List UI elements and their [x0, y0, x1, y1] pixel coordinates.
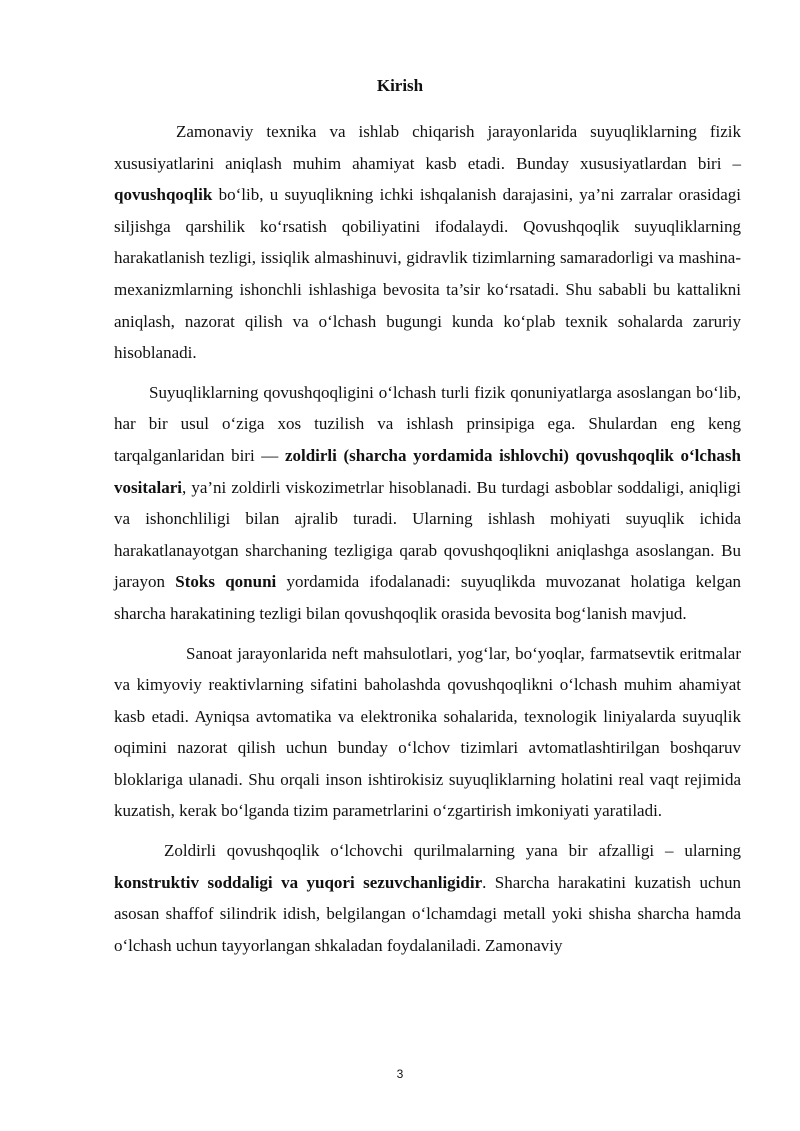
- section-title: Kirish: [376, 76, 424, 95]
- paragraph-1-text-c: bo‘lib, u suyuqlikning ichki ishqalanish darajasini, ya’ni zarralar orasidagi siljishga qarshilik ko‘rsatish qobiliyatini ifodalaydi. Qovushqoqlik suyuqliklarning harakatlanish tezligi, issiqlik almashinuvi, gidravlik tizimlarning samaradorligi va mashina-mexanizmlarning ishonchli ishlashiga bevosita ta’sir ko‘rsatadi. Shu sababli bu kattalikni aniqlash, nazorat qilish va o‘lchash bugungi kunda ko‘plab texnik sohalarda zaruriy hisoblanadi.: [114, 185, 741, 363]
- paragraph-2-bold-law: Stoks qonuni: [175, 572, 277, 592]
- paragraph-4-bold-term: konstruktiv soddaligi va yuqori sezuvchanligidir: [114, 872, 483, 892]
- paragraph-1-text-a: Zamonaviy texnika va ishlab chiqarish jarayonlarida suyuqliklarning fizik xususiyatlarini aniqlash muhim ahamiyat kasb etadi. Bunday xususiyatlardan biri –: [114, 122, 741, 173]
- paragraph-1: [114, 116, 741, 369]
- document-body: [114, 116, 741, 969]
- page-number: 3: [396, 1067, 404, 1081]
- paragraph-2-bold-term: zoldirli (sharcha yordamida ishlovchi) qovushqoqlik o‘lchash vositalari: [114, 445, 741, 497]
- paragraph-1-bold-term: qovushqoqlik: [114, 185, 213, 205]
- paragraph-2: [114, 377, 741, 630]
- paragraph-4-text-c: . Sharcha harakatini kuzatish uchun asosan shaffof silindrik idish, belgilangan o‘lchamdagi metall yoki shisha sharcha hamda o‘lchash uchun tayyorlangan shkaladan foydalaniladi. Zamonaviy: [114, 872, 742, 955]
- paragraph-2-text-c: , ya’ni zoldirli viskozimetrlar hisoblanadi. Bu turdagi asboblar soddaligi, aniqligi va ishonchliligi bilan ajralib turadi. Ularning ishlash mohiyati suyuqlik ichida harakatlanayotgan sharchaning tezligiga qarab qovushqoqlikni aniqlashga asoslangan. Bu jarayon: [114, 477, 741, 592]
- paragraph-3: [114, 638, 741, 828]
- paragraph-2-text-a: Suyuqliklarning qovushqoqligini o‘lchash turli fizik qonuniyatlarga asoslangan bo‘lib, har bir usul o‘ziga xos tuzilish va ishlash prinsipiga ega. Shulardan eng keng tarqalganlaridan biri —: [114, 382, 741, 465]
- paragraph-4-text-a: Zoldirli qovushqoqlik o‘lchovchi qurilmalarning yana bir afzalligi – ularning: [164, 841, 741, 861]
- paragraph-3-text-a: Sanoat jarayonlarida neft mahsulotlari, yog‘lar, bo‘yoqlar, farmatsevtik eritmalar va kimyoviy reaktivlarning sifatini baholashda qovushqoqlikni o‘lchash muhim ahamiyat kasb etadi. Ayniqsa avtomatika va elektronika sohalarida, texnologik liniyalarda suyuqlik oqimini nazorat qilish uchun bunday o‘lchov tizimlari avtomatlashtirilgan boshqaruv bloklariga ulanadi. Shu orqali inson ishtirokisiz suyuqliklarning holatini real vaqt rejimida kuzatish, kerak bo‘lganda tizim parametrlarini o‘zgartirish imkoniyati yaratiladi.: [114, 643, 741, 821]
- paragraph-4: [114, 835, 741, 961]
- paragraph-2-text-e: yordamida ifodalanadi: suyuqlikda muvozanat holatiga kelgan sharcha harakatining tezligi bilan qovushqoqlik orasida bevosita bog‘lanish mavjud.: [114, 572, 741, 623]
